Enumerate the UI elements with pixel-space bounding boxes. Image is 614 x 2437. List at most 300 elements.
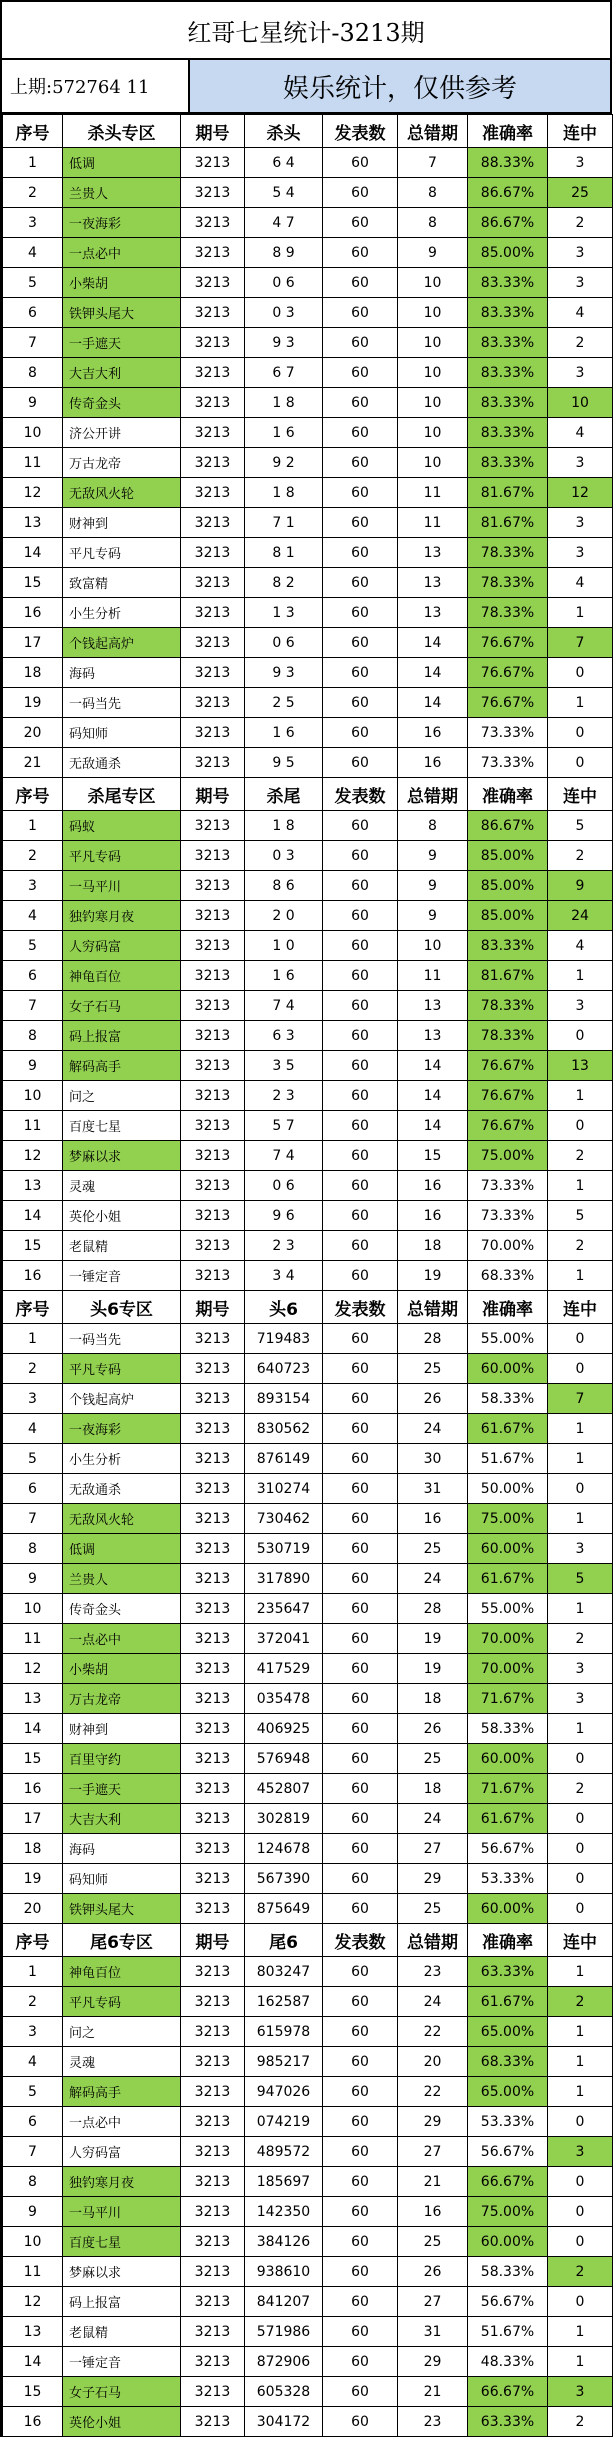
- streak-cell: 0: [548, 1834, 613, 1864]
- streak-cell: 3: [548, 148, 613, 178]
- errors-cell: 16: [398, 748, 468, 778]
- predictor-name: 财神到: [63, 508, 181, 538]
- streak-cell: 2: [548, 1231, 613, 1261]
- table-row: [3, 901, 613, 931]
- streak-cell: 1: [548, 2017, 613, 2047]
- predictor-name: 兰贵人: [63, 178, 181, 208]
- code-cell: 576948: [245, 1744, 323, 1774]
- period-cell: 3213: [181, 2317, 245, 2347]
- row-index: 11: [3, 1624, 63, 1654]
- period-cell: 3213: [181, 1804, 245, 1834]
- errors-cell: 18: [398, 1774, 468, 1804]
- period-cell: 3213: [181, 388, 245, 418]
- predictor-name: 女子石马: [63, 991, 181, 1021]
- period-cell: 3213: [181, 1231, 245, 1261]
- period-cell: 3213: [181, 931, 245, 961]
- row-index: 5: [3, 268, 63, 298]
- table-row: [3, 2407, 613, 2437]
- predictor-name: 一码当先: [63, 688, 181, 718]
- row-index: 6: [3, 1474, 63, 1504]
- count-cell: 60: [323, 1231, 398, 1261]
- accuracy-cell: 58.33%: [468, 2257, 548, 2287]
- period-cell: 3213: [181, 268, 245, 298]
- errors-cell: 8: [398, 811, 468, 841]
- streak-cell: 4: [548, 568, 613, 598]
- row-index: 13: [3, 508, 63, 538]
- row-index: 11: [3, 1111, 63, 1141]
- streak-cell: 1: [548, 1714, 613, 1744]
- count-cell: 60: [323, 658, 398, 688]
- predictor-name: 英伦小姐: [63, 2407, 181, 2437]
- row-index: 20: [3, 718, 63, 748]
- accuracy-cell: 78.33%: [468, 538, 548, 568]
- header-index: 序号: [3, 1924, 63, 1957]
- streak-cell: 13: [548, 1051, 613, 1081]
- code-cell: 162587: [245, 1987, 323, 2017]
- predictor-name: 问之: [63, 1081, 181, 1111]
- accuracy-cell: 68.33%: [468, 2047, 548, 2077]
- row-index: 14: [3, 1201, 63, 1231]
- table-row: [3, 1684, 613, 1714]
- predictor-name: 大吉大利: [63, 1804, 181, 1834]
- row-index: 9: [3, 388, 63, 418]
- accuracy-cell: 56.67%: [468, 2287, 548, 2317]
- table-row: [3, 658, 613, 688]
- streak-cell: 0: [548, 2287, 613, 2317]
- streak-cell: 1: [548, 1444, 613, 1474]
- streak-cell: 7: [548, 1384, 613, 1414]
- accuracy-cell: 60.00%: [468, 1534, 548, 1564]
- code-cell: 872906: [245, 2347, 323, 2377]
- accuracy-cell: 86.67%: [468, 811, 548, 841]
- accuracy-cell: 86.67%: [468, 178, 548, 208]
- table-row: [3, 1201, 613, 1231]
- count-cell: 60: [323, 718, 398, 748]
- streak-cell: 0: [548, 1804, 613, 1834]
- table-row: [3, 841, 613, 871]
- errors-cell: 8: [398, 208, 468, 238]
- predictor-name: 海码: [63, 658, 181, 688]
- predictor-name: 问之: [63, 2017, 181, 2047]
- table-row: [3, 1804, 613, 1834]
- streak-cell: 3: [548, 1654, 613, 1684]
- count-cell: 60: [323, 1384, 398, 1414]
- errors-cell: 10: [398, 358, 468, 388]
- period-cell: 3213: [181, 2017, 245, 2047]
- row-index: 3: [3, 208, 63, 238]
- accuracy-cell: 58.33%: [468, 1714, 548, 1744]
- period-cell: 3213: [181, 418, 245, 448]
- count-cell: 60: [323, 901, 398, 931]
- count-cell: 60: [323, 1051, 398, 1081]
- table-row: [3, 1171, 613, 1201]
- count-cell: 60: [323, 1261, 398, 1291]
- period-cell: 3213: [181, 2167, 245, 2197]
- period-cell: 3213: [181, 2107, 245, 2137]
- streak-cell: 0: [548, 2227, 613, 2257]
- table-row: [3, 1957, 613, 1987]
- table-row: [3, 1774, 613, 1804]
- predictor-name: 人穷码富: [63, 2137, 181, 2167]
- predictor-name: 低调: [63, 148, 181, 178]
- table-row: [3, 178, 613, 208]
- code-cell: 7 1: [245, 508, 323, 538]
- streak-cell: 1: [548, 1414, 613, 1444]
- code-cell: 571986: [245, 2317, 323, 2347]
- period-cell: 3213: [181, 2197, 245, 2227]
- table-row: [3, 1261, 613, 1291]
- section-header-row: [3, 778, 613, 811]
- section-header-row: [3, 1924, 613, 1957]
- code-cell: 9 3: [245, 658, 323, 688]
- table-row: [3, 811, 613, 841]
- period-cell: 3213: [181, 1504, 245, 1534]
- streak-cell: 2: [548, 2407, 613, 2437]
- header-code: 杀尾: [245, 778, 323, 811]
- header-streak: 连中: [548, 1924, 613, 1957]
- predictor-name: 梦麻以求: [63, 2257, 181, 2287]
- predictor-name: 一手遮天: [63, 1774, 181, 1804]
- count-cell: 60: [323, 298, 398, 328]
- accuracy-cell: 63.33%: [468, 2407, 548, 2437]
- accuracy-cell: 70.00%: [468, 1624, 548, 1654]
- predictor-name: 一马平川: [63, 2197, 181, 2227]
- streak-cell: 24: [548, 901, 613, 931]
- period-cell: 3213: [181, 1171, 245, 1201]
- predictor-name: 解码高手: [63, 1051, 181, 1081]
- row-index: 7: [3, 1504, 63, 1534]
- row-index: 9: [3, 2197, 63, 2227]
- row-index: 10: [3, 418, 63, 448]
- period-cell: 3213: [181, 1834, 245, 1864]
- errors-cell: 10: [398, 268, 468, 298]
- table-row: [3, 2077, 613, 2107]
- streak-cell: 0: [548, 1894, 613, 1924]
- errors-cell: 28: [398, 1594, 468, 1624]
- accuracy-cell: 78.33%: [468, 991, 548, 1021]
- streak-cell: 0: [548, 658, 613, 688]
- accuracy-cell: 78.33%: [468, 1021, 548, 1051]
- predictor-name: 码蚁: [63, 811, 181, 841]
- predictor-name: 平凡专码: [63, 538, 181, 568]
- accuracy-cell: 73.33%: [468, 1171, 548, 1201]
- table-row: [3, 508, 613, 538]
- period-cell: 3213: [181, 598, 245, 628]
- accuracy-cell: 85.00%: [468, 238, 548, 268]
- predictor-name: 财神到: [63, 1714, 181, 1744]
- errors-cell: 10: [398, 298, 468, 328]
- errors-cell: 16: [398, 1504, 468, 1534]
- errors-cell: 29: [398, 2347, 468, 2377]
- table-row: [3, 748, 613, 778]
- errors-cell: 14: [398, 628, 468, 658]
- header-accuracy: 准确率: [468, 778, 548, 811]
- code-cell: 1 8: [245, 478, 323, 508]
- count-cell: 60: [323, 2347, 398, 2377]
- errors-cell: 8: [398, 178, 468, 208]
- table-row: [3, 1987, 613, 2017]
- row-index: 6: [3, 298, 63, 328]
- row-index: 4: [3, 1414, 63, 1444]
- errors-cell: 26: [398, 1714, 468, 1744]
- header-index: 序号: [3, 115, 63, 148]
- row-index: 10: [3, 1081, 63, 1111]
- header-streak: 连中: [548, 115, 613, 148]
- errors-cell: 31: [398, 2317, 468, 2347]
- row-index: 18: [3, 658, 63, 688]
- count-cell: 60: [323, 1021, 398, 1051]
- accuracy-cell: 76.67%: [468, 628, 548, 658]
- table-row: [3, 931, 613, 961]
- period-cell: 3213: [181, 1384, 245, 1414]
- header-streak: 连中: [548, 778, 613, 811]
- period-cell: 3213: [181, 1864, 245, 1894]
- accuracy-cell: 51.67%: [468, 2317, 548, 2347]
- row-index: 16: [3, 1774, 63, 1804]
- count-cell: 60: [323, 388, 398, 418]
- header-section: 头6专区: [63, 1291, 181, 1324]
- errors-cell: 14: [398, 1051, 468, 1081]
- errors-cell: 28: [398, 1324, 468, 1354]
- accuracy-cell: 60.00%: [468, 1894, 548, 1924]
- count-cell: 60: [323, 1444, 398, 1474]
- count-cell: 60: [323, 1474, 398, 1504]
- row-index: 13: [3, 1684, 63, 1714]
- code-cell: 1 6: [245, 961, 323, 991]
- row-index: 3: [3, 2017, 63, 2047]
- row-index: 15: [3, 568, 63, 598]
- code-cell: 5 4: [245, 178, 323, 208]
- row-index: 21: [3, 748, 63, 778]
- code-cell: 719483: [245, 1324, 323, 1354]
- streak-cell: 3: [548, 358, 613, 388]
- code-cell: 7 4: [245, 1141, 323, 1171]
- period-cell: 3213: [181, 2407, 245, 2437]
- header-streak: 连中: [548, 1291, 613, 1324]
- row-index: 19: [3, 688, 63, 718]
- table-row: [3, 871, 613, 901]
- accuracy-cell: 76.67%: [468, 1111, 548, 1141]
- period-cell: 3213: [181, 1534, 245, 1564]
- period-cell: 3213: [181, 2077, 245, 2107]
- count-cell: 60: [323, 448, 398, 478]
- period-cell: 3213: [181, 1957, 245, 1987]
- count-cell: 60: [323, 1864, 398, 1894]
- table-row: [3, 2317, 613, 2347]
- row-index: 4: [3, 901, 63, 931]
- period-cell: 3213: [181, 748, 245, 778]
- streak-cell: 0: [548, 718, 613, 748]
- row-index: 16: [3, 598, 63, 628]
- streak-cell: 3: [548, 2377, 613, 2407]
- code-cell: 035478: [245, 1684, 323, 1714]
- errors-cell: 23: [398, 1957, 468, 1987]
- errors-cell: 25: [398, 1894, 468, 1924]
- count-cell: 60: [323, 1894, 398, 1924]
- errors-cell: 7: [398, 148, 468, 178]
- row-index: 5: [3, 1444, 63, 1474]
- predictor-name: 老鼠精: [63, 1231, 181, 1261]
- accuracy-cell: 86.67%: [468, 208, 548, 238]
- table-row: [3, 1021, 613, 1051]
- count-cell: 60: [323, 478, 398, 508]
- streak-cell: 0: [548, 2107, 613, 2137]
- count-cell: 60: [323, 538, 398, 568]
- header-period: 期号: [181, 778, 245, 811]
- table-row: [3, 1624, 613, 1654]
- code-cell: 0 6: [245, 1171, 323, 1201]
- accuracy-cell: 56.67%: [468, 2137, 548, 2167]
- accuracy-cell: 60.00%: [468, 1354, 548, 1384]
- accuracy-cell: 65.00%: [468, 2077, 548, 2107]
- streak-cell: 2: [548, 1774, 613, 1804]
- period-cell: 3213: [181, 1324, 245, 1354]
- accuracy-cell: 51.67%: [468, 1444, 548, 1474]
- predictor-name: 码上报富: [63, 2287, 181, 2317]
- section-header-row: [3, 115, 613, 148]
- table-row: [3, 2347, 613, 2377]
- period-cell: 3213: [181, 718, 245, 748]
- errors-cell: 11: [398, 508, 468, 538]
- predictor-name: 神龟百位: [63, 961, 181, 991]
- predictor-name: 码知师: [63, 1864, 181, 1894]
- code-cell: 0 3: [245, 841, 323, 871]
- predictor-name: 铁钾头尾大: [63, 1894, 181, 1924]
- streak-cell: 12: [548, 478, 613, 508]
- stats-table: [2, 114, 613, 2437]
- count-cell: 60: [323, 931, 398, 961]
- predictor-name: 百度七星: [63, 2227, 181, 2257]
- code-cell: 605328: [245, 2377, 323, 2407]
- table-row: [3, 2227, 613, 2257]
- predictor-name: 独钓寒月夜: [63, 901, 181, 931]
- row-index: 3: [3, 1384, 63, 1414]
- code-cell: 841207: [245, 2287, 323, 2317]
- streak-cell: 2: [548, 841, 613, 871]
- errors-cell: 16: [398, 1171, 468, 1201]
- row-index: 12: [3, 1141, 63, 1171]
- row-index: 5: [3, 2077, 63, 2107]
- accuracy-cell: 75.00%: [468, 1504, 548, 1534]
- streak-cell: 5: [548, 1201, 613, 1231]
- code-cell: 938610: [245, 2257, 323, 2287]
- code-cell: 142350: [245, 2197, 323, 2227]
- predictor-name: 人穷码富: [63, 931, 181, 961]
- code-cell: 2 0: [245, 901, 323, 931]
- header-period: 期号: [181, 115, 245, 148]
- table-row: [3, 991, 613, 1021]
- period-cell: 3213: [181, 1714, 245, 1744]
- row-index: 7: [3, 328, 63, 358]
- table-row: [3, 2107, 613, 2137]
- period-cell: 3213: [181, 991, 245, 1021]
- streak-cell: 7: [548, 628, 613, 658]
- errors-cell: 11: [398, 478, 468, 508]
- row-index: 2: [3, 1987, 63, 2017]
- streak-cell: 0: [548, 1021, 613, 1051]
- header-errors: 总错期: [398, 115, 468, 148]
- row-index: 19: [3, 1864, 63, 1894]
- count-cell: 60: [323, 1414, 398, 1444]
- count-cell: 60: [323, 1624, 398, 1654]
- count-cell: 60: [323, 688, 398, 718]
- table-row: [3, 148, 613, 178]
- code-cell: 730462: [245, 1504, 323, 1534]
- table-row: [3, 598, 613, 628]
- count-cell: 60: [323, 1324, 398, 1354]
- predictor-name: 无敌风火轮: [63, 478, 181, 508]
- predictor-name: 一手遮天: [63, 328, 181, 358]
- code-cell: 6 4: [245, 148, 323, 178]
- code-cell: 0 3: [245, 298, 323, 328]
- accuracy-cell: 71.67%: [468, 1774, 548, 1804]
- header-count: 发表数: [323, 1291, 398, 1324]
- count-cell: 60: [323, 1081, 398, 1111]
- streak-cell: 3: [548, 238, 613, 268]
- predictor-name: 小生分析: [63, 598, 181, 628]
- table-row: [3, 1354, 613, 1384]
- table-row: [3, 1594, 613, 1624]
- code-cell: 185697: [245, 2167, 323, 2197]
- period-cell: 3213: [181, 328, 245, 358]
- code-cell: 640723: [245, 1354, 323, 1384]
- header-code: 杀头: [245, 115, 323, 148]
- predictor-name: 一夜海彩: [63, 1414, 181, 1444]
- streak-cell: 2: [548, 2257, 613, 2287]
- predictor-name: 无敌风火轮: [63, 1504, 181, 1534]
- errors-cell: 14: [398, 658, 468, 688]
- streak-cell: 3: [548, 2137, 613, 2167]
- code-cell: 452807: [245, 1774, 323, 1804]
- errors-cell: 21: [398, 2377, 468, 2407]
- count-cell: 60: [323, 961, 398, 991]
- count-cell: 60: [323, 1111, 398, 1141]
- predictor-name: 百里守约: [63, 1744, 181, 1774]
- errors-cell: 26: [398, 2257, 468, 2287]
- accuracy-cell: 83.33%: [468, 448, 548, 478]
- accuracy-cell: 73.33%: [468, 718, 548, 748]
- streak-cell: 4: [548, 931, 613, 961]
- code-cell: 8 1: [245, 538, 323, 568]
- header-code: 头6: [245, 1291, 323, 1324]
- predictor-name: 传奇金头: [63, 388, 181, 418]
- header-code: 尾6: [245, 1924, 323, 1957]
- predictor-name: 码知师: [63, 718, 181, 748]
- period-cell: 3213: [181, 2347, 245, 2377]
- count-cell: 60: [323, 748, 398, 778]
- row-index: 12: [3, 1654, 63, 1684]
- table-row: [3, 358, 613, 388]
- table-row: [3, 1894, 613, 1924]
- period-cell: 3213: [181, 1564, 245, 1594]
- count-cell: 60: [323, 1804, 398, 1834]
- code-cell: 8 2: [245, 568, 323, 598]
- period-cell: 3213: [181, 1594, 245, 1624]
- period-cell: 3213: [181, 208, 245, 238]
- accuracy-cell: 76.67%: [468, 1081, 548, 1111]
- table-row: [3, 418, 613, 448]
- code-cell: 4 7: [245, 208, 323, 238]
- count-cell: 60: [323, 2047, 398, 2077]
- errors-cell: 19: [398, 1624, 468, 1654]
- code-cell: 417529: [245, 1654, 323, 1684]
- count-cell: 60: [323, 1987, 398, 2017]
- code-cell: 985217: [245, 2047, 323, 2077]
- count-cell: 60: [323, 2167, 398, 2197]
- table-row: [3, 1714, 613, 1744]
- streak-cell: 1: [548, 1957, 613, 1987]
- header-accuracy: 准确率: [468, 115, 548, 148]
